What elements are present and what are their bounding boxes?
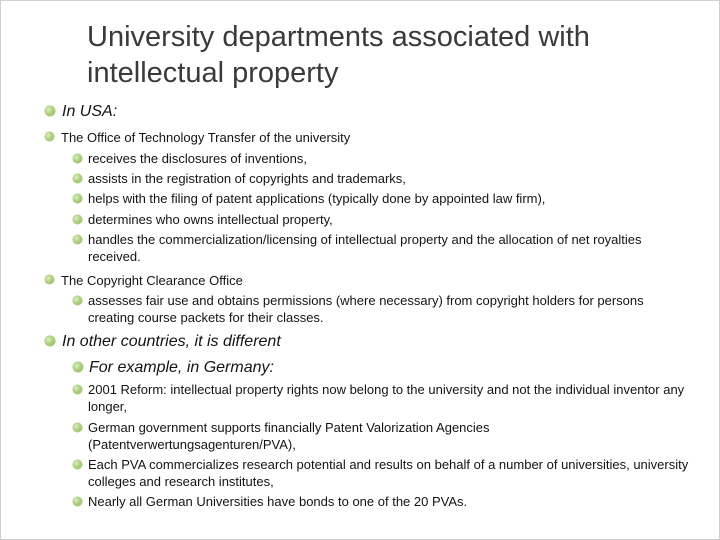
bullet-ott xyxy=(45,129,685,146)
bullet-cco xyxy=(45,272,685,289)
bullet-dot-icon xyxy=(73,362,83,372)
bullet-dot-icon xyxy=(73,423,82,432)
bullet-text: The Copyright Clearance Office xyxy=(61,273,243,288)
bullet-text: Nearly all German Universities have bonds to one of the 20 PVAs. xyxy=(88,494,468,509)
bullet-dot-icon xyxy=(73,235,82,244)
bullet-text: assists in the registration of copyrights and trademarks, xyxy=(88,171,406,186)
bullet-text: In USA: xyxy=(62,103,118,120)
bullet-ott-item xyxy=(73,190,693,207)
slide-title: University departments associated with intellectual property xyxy=(87,21,590,89)
bullet-text: handles the commercialization/licensing of intellectual property and the allocation of net royalties received. xyxy=(88,232,642,264)
bullet-text: German government supports financially Patent Valorization Agencies (Patentverwertungsagenturen/PVA), xyxy=(88,420,490,452)
bullet-text: For example, in Germany: xyxy=(89,359,274,376)
bullet-dot-icon xyxy=(73,194,82,203)
bullet-text: assesses fair use and obtains permissions (where necessary) from copyright holders for persons creating course packets for their classes. xyxy=(88,293,644,325)
bullet-cco-item xyxy=(73,292,693,326)
bullet-dot-icon xyxy=(73,497,82,506)
bullet-dot-icon xyxy=(73,154,82,163)
bullet-germany-item xyxy=(73,493,693,510)
bullet-ott-item xyxy=(73,211,693,228)
bullet-germany-item xyxy=(73,419,693,453)
bullet-dot-icon xyxy=(73,174,82,183)
bullet-germany-item xyxy=(73,381,693,415)
bullet-text: receives the disclosures of inventions, xyxy=(88,151,307,166)
bullet-other-countries xyxy=(45,332,685,351)
bullet-dot-icon xyxy=(73,296,82,305)
bullet-ott-item xyxy=(73,231,693,265)
bullet-text: determines who owns intellectual property, xyxy=(88,212,333,227)
bullet-text: helps with the filing of patent applications (typically done by appointed law firm), xyxy=(88,191,546,206)
bullet-in-usa xyxy=(45,102,685,121)
bullet-text: Each PVA commercializes research potential and results on behalf of a number of universities, university colleges and research institutes, xyxy=(88,457,689,489)
bullet-dot-icon xyxy=(45,275,54,284)
bullet-dot-icon xyxy=(45,336,55,346)
bullet-dot-icon xyxy=(73,385,82,394)
bullet-dot-icon xyxy=(45,106,55,116)
bullet-dot-icon xyxy=(45,132,54,141)
bullet-dot-icon xyxy=(73,215,82,224)
bullet-text: 2001 Reform: intellectual property rights now belong to the university and not the individual inventor any longer, xyxy=(88,382,685,414)
bullet-text: The Office of Technology Transfer of the university xyxy=(61,130,351,145)
bullet-ott-item xyxy=(73,170,693,187)
bullet-text: In other countries, it is different xyxy=(62,333,281,350)
bullet-example-germany xyxy=(73,358,693,377)
bullet-dot-icon xyxy=(73,460,82,469)
bullet-germany-item xyxy=(73,456,693,490)
bullet-ott-item xyxy=(73,150,693,167)
